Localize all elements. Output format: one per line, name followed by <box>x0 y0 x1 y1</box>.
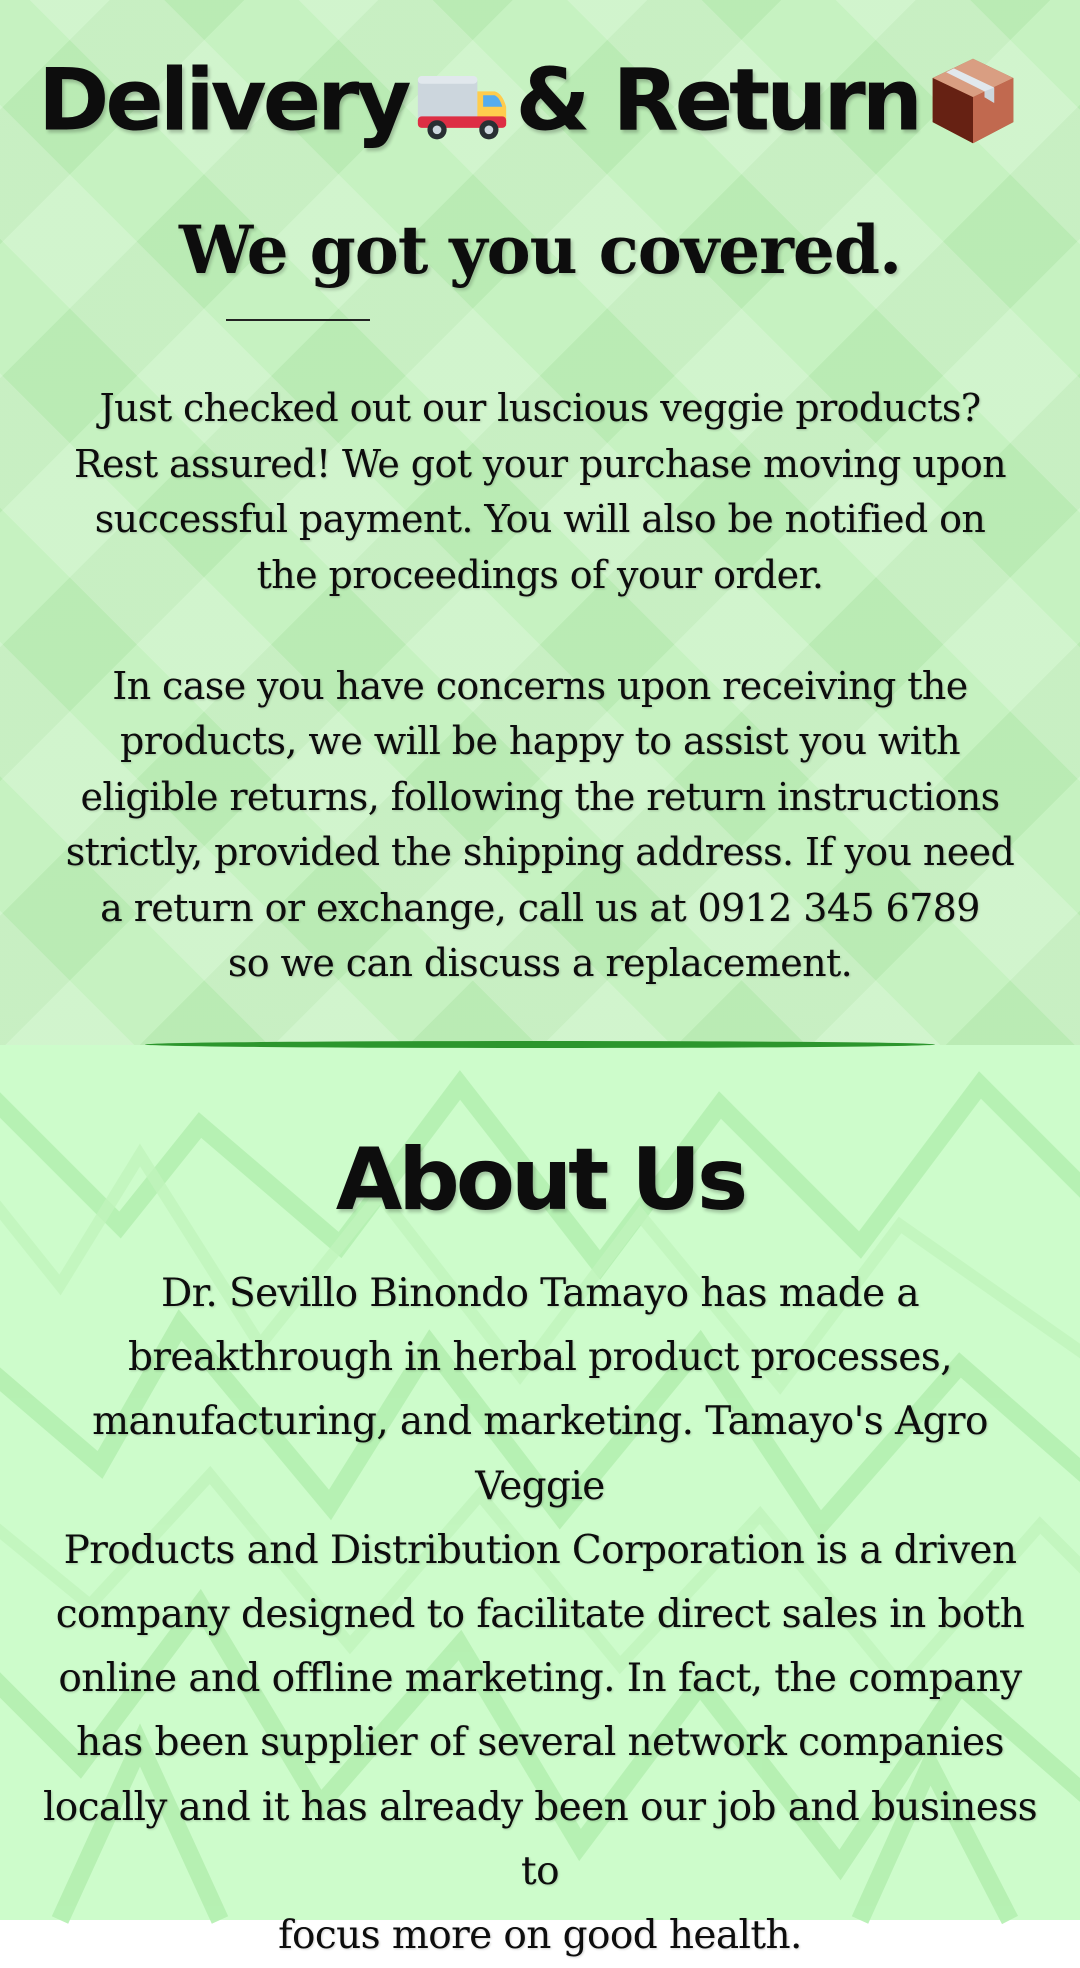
text-line: so we can discuss a replacement. <box>227 941 853 985</box>
returns-paragraph <box>40 659 1040 992</box>
text-line: eligible returns, following the return instructions <box>80 774 1000 819</box>
text-line: locally and it has already been our job and business to <box>42 1784 1038 1894</box>
text-line: Rest assured! We got your purchase moving upon <box>74 441 1006 486</box>
tagline: We got you covered. <box>178 211 902 289</box>
text-line: Products and Distribution Corporation is a driven <box>63 1527 1017 1573</box>
heading-delivery-text: Delivery <box>38 50 408 151</box>
text-line: has been supplier of several network companies <box>76 1720 1004 1766</box>
purchase-paragraph <box>40 381 1040 603</box>
delivery-info-text <box>40 381 1040 992</box>
text-line: a return or exchange, call us at 0912 345 6789 <box>100 885 980 930</box>
text-line: focus more on good health. <box>278 1913 802 1959</box>
text-line: Just checked out our luscious veggie products? <box>99 386 981 430</box>
heading-return-text: & Return <box>515 50 919 151</box>
text-line: successful payment. You will also be notified on <box>94 497 986 541</box>
text-line: online and offline marketing. In fact, the company <box>58 1656 1022 1702</box>
about-us-heading: About Us <box>335 1130 745 1230</box>
delivery-truck-icon <box>414 53 510 149</box>
about-us-text <box>30 1262 1050 1968</box>
package-box-icon <box>925 53 1021 149</box>
text-line: products, we will be happy to assist you with <box>120 719 960 763</box>
section-divider <box>145 1041 935 1048</box>
heading-underline <box>226 319 370 321</box>
text-line: Dr. Sevillo Binondo Tamayo has made a <box>160 1271 920 1316</box>
text-line: manufacturing, and marketing. Tamayo's Agro Veggie <box>92 1399 988 1509</box>
text-line: strictly, provided the shipping address. If you need <box>65 830 1015 874</box>
text-line: breakthrough in herbal product processes, <box>127 1335 952 1381</box>
text-line: In case you have concerns upon receiving the <box>112 663 968 708</box>
delivery-return-heading <box>38 52 1027 149</box>
text-line: the proceedings of your order. <box>256 552 824 597</box>
text-line: company designed to facilitate direct sales in both <box>55 1592 1025 1638</box>
